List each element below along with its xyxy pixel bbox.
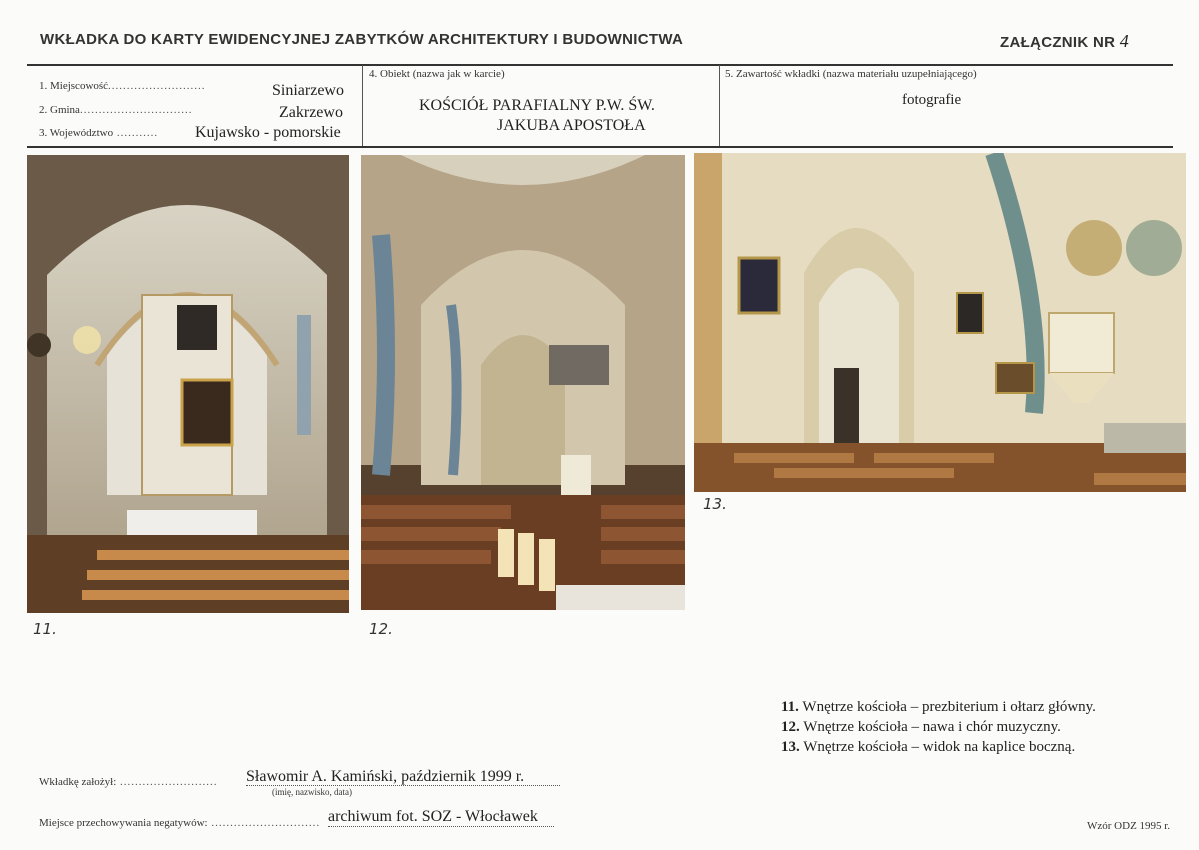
legend-text: Wnętrze kościoła – prezbiterium i ołtarz główny. xyxy=(802,699,1096,715)
photo-side-chapel xyxy=(694,153,1186,492)
legend-num: 12. xyxy=(781,719,800,735)
negatives-value: archiwum fot. SOZ - Włocławek xyxy=(328,808,538,825)
photo-presbytery xyxy=(27,155,349,613)
object-label: 4. Obiekt (nazwa jak w karcie) xyxy=(369,68,505,80)
town-label: 1. Miejscowość xyxy=(39,80,109,92)
appendix-label xyxy=(1000,31,1129,52)
voivodeship-row: 3. Województwo ........... Kujawsko - pomorskie xyxy=(39,124,341,141)
contents-value: fotografie xyxy=(902,92,962,108)
commune-label: 2. Gmina xyxy=(39,104,80,116)
legend-num: 11. xyxy=(781,699,799,715)
header-rule-top xyxy=(27,64,1173,66)
column-divider-2 xyxy=(719,65,720,146)
commune-value: Zakrzewo xyxy=(279,104,343,121)
town-value: Siniarzewo xyxy=(272,82,344,99)
form-id: Wzór ODZ 1995 r. xyxy=(1087,820,1171,832)
negatives-row: Miejsce przechowywania negatywów: ............................. xyxy=(39,817,321,829)
commune-row: 2. Gmina.............................. Zakrzewo xyxy=(39,104,343,121)
negatives-underline xyxy=(328,826,554,827)
negatives-label: Miejsce przechowywania negatywów: xyxy=(39,817,208,829)
header-rule-bottom xyxy=(27,146,1173,148)
appendix-number: 4 xyxy=(1119,31,1130,51)
photo-legend xyxy=(781,697,1096,757)
object-line-2: JAKUBA APOSTOŁA xyxy=(497,117,646,134)
photo-number-11: 11. xyxy=(33,620,57,638)
appendix-label-text: ZAŁĄCZNIK NR xyxy=(1000,34,1116,51)
legend-item xyxy=(781,737,1096,757)
legend-text: Wnętrze kościoła – widok na kaplice boczną. xyxy=(803,739,1076,755)
photo-number-12: 12. xyxy=(369,620,393,638)
voivodeship-label: 3. Województwo xyxy=(39,127,114,139)
legend-num: 13. xyxy=(781,739,800,755)
author-value: Sławomir A. Kamiński, październik 1999 r. xyxy=(246,768,525,785)
photo-nave-choir xyxy=(361,155,685,610)
author-row: Wkładkę założył: .......................... xyxy=(39,776,218,788)
column-divider-1 xyxy=(362,65,363,146)
author-hint: (imię, nazwisko, data) xyxy=(272,787,352,797)
legend-item xyxy=(781,697,1096,717)
contents-label: 5. Zawartość wkładki (nazwa materiału uzupełniającego) xyxy=(725,68,977,80)
voivodeship-value: Kujawsko - pomorskie xyxy=(195,124,341,141)
legend-item xyxy=(781,717,1096,737)
photo-number-13: 13. xyxy=(703,495,727,513)
town-row: 1. Miejscowość.......................... Siniarzewo xyxy=(39,80,344,99)
legend-text: Wnętrze kościoła – nawa i chór muzyczny. xyxy=(803,719,1061,735)
author-label: Wkładkę założył: xyxy=(39,776,117,788)
author-underline xyxy=(246,785,560,786)
object-line-1: KOŚCIÓŁ PARAFIALNY P.W. ŚW. xyxy=(419,97,655,114)
document-title: WKŁADKA DO KARTY EWIDENCYJNEJ ZABYTKÓW ARCHITEKTURY I BUDOWNICTWA xyxy=(40,31,684,48)
